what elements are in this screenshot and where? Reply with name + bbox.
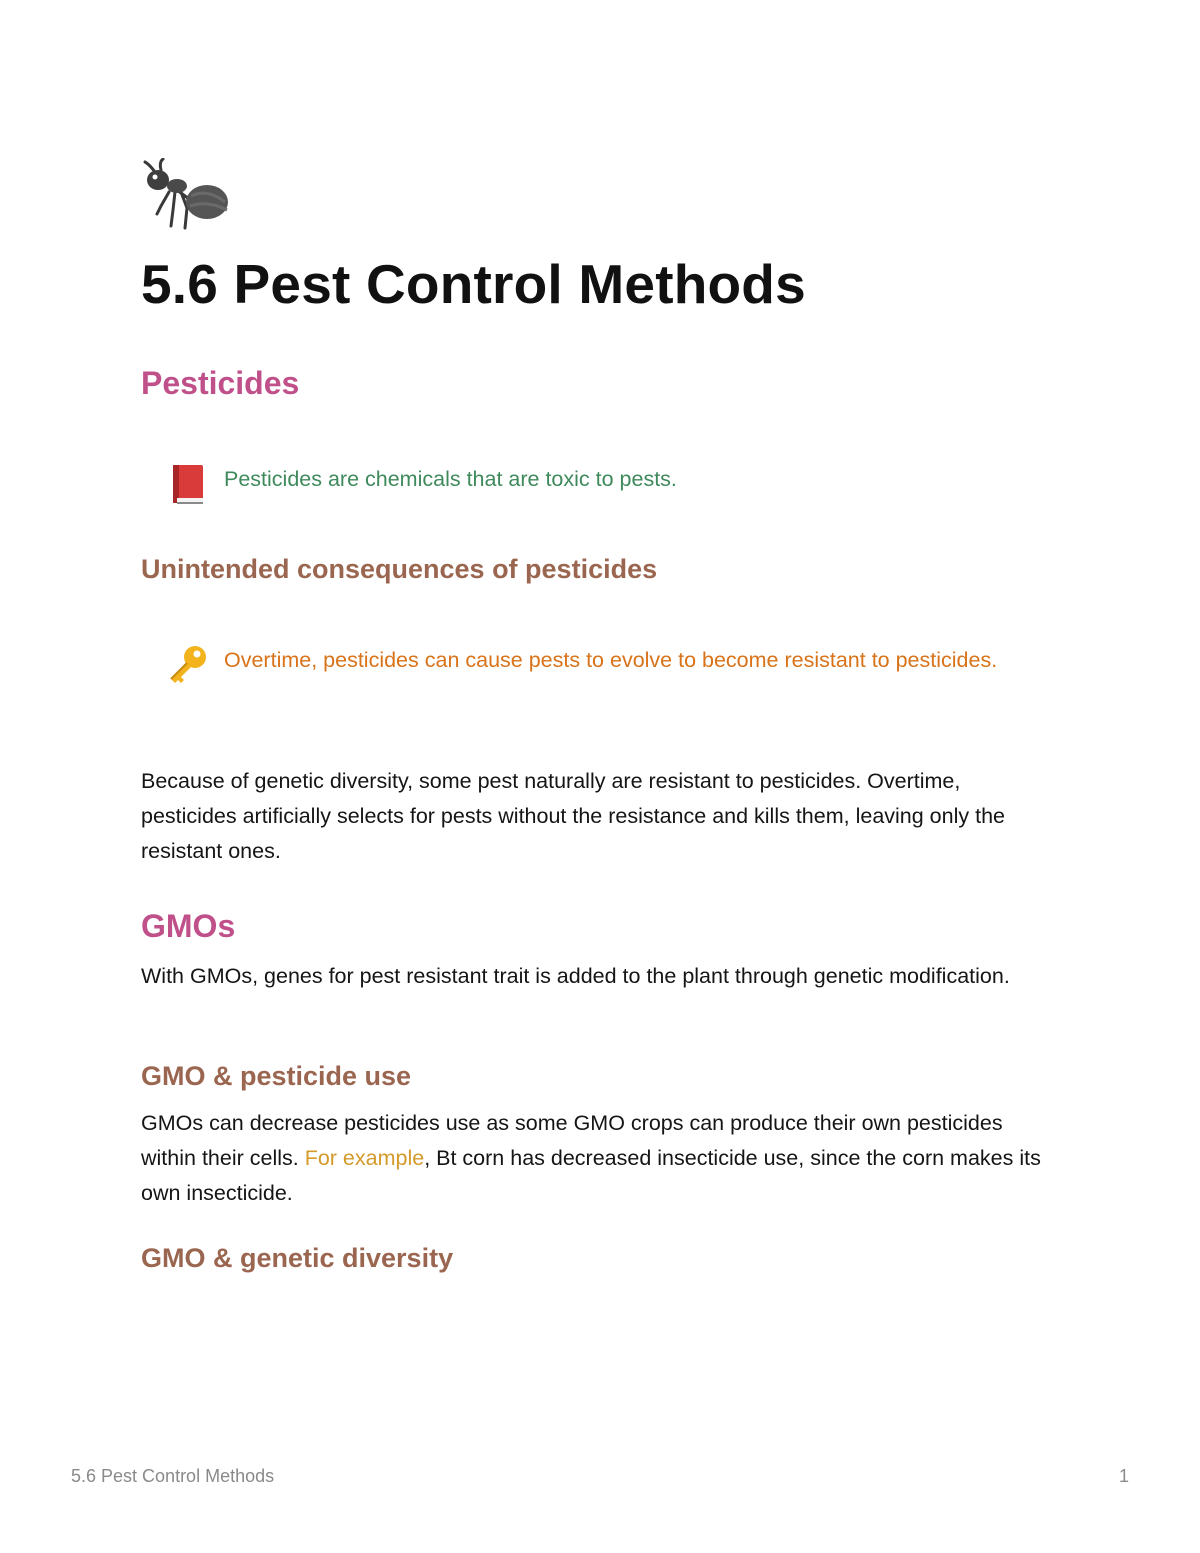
page-number: 1 [1118,1466,1129,1486]
section-heading-pesticides: Pesticides [141,365,300,401]
red-book-icon [165,462,209,506]
section-heading-gmo-genetic-diversity: GMO & genetic diversity [141,1243,454,1273]
key-icon [165,643,209,687]
section-heading-gmos: GMOs [141,908,236,944]
page-title: 5.6 Pest Control Methods [141,253,806,315]
section-heading-unintended-consequences: Unintended consequences of pesticides [141,554,658,584]
body-paragraph-genetic-diversity: Because of genetic diversity, some pest naturally are resistant to pesticides. Overtime, pesticides artificially selects for pests without the resistance and kills them, leaving only the resistant ones. [141,769,1005,863]
definition-text: Pesticides are chemicals that are toxic to pests. [224,467,677,491]
body-text: , Bt corn has decreased insecticide use, since the corn makes its own insecticide. [141,1146,1041,1205]
footer-title: 5.6 Pest Control Methods [71,1466,275,1486]
key-point-text: Overtime, pesticides can cause pests to evolve to become resistant to pesticides. [224,648,998,672]
highlighted-text: For example [304,1146,425,1170]
section-heading-gmo-pesticide-use: GMO & pesticide use [141,1061,412,1091]
ant-icon [143,158,229,232]
body-paragraph-gmo-pesticide-use [141,1106,1061,1211]
body-text: GMOs can decrease pesticides use as some GMO crops can produce their own pesticides within their cells. [141,1111,1003,1170]
body-paragraph-gmos: With GMOs, genes for pest resistant trait is added to the plant through genetic modification. [141,964,1010,988]
